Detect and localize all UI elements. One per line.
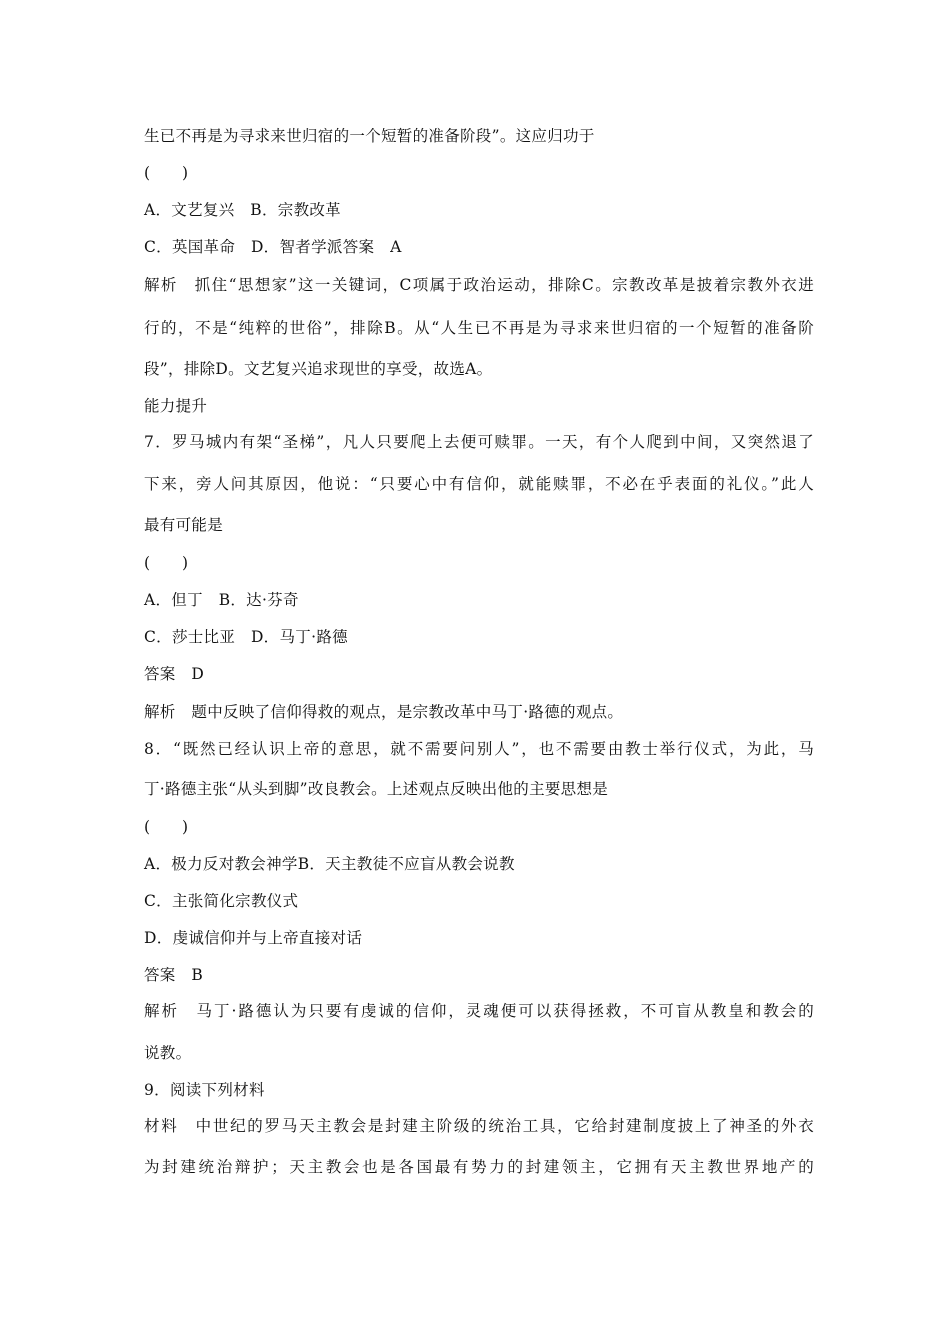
material-line: 为封建统治辩护；天主教会也是各国最有势力的封建领主，它拥有天主教世界地产的 bbox=[144, 1158, 814, 1176]
question-line: 最有可能是 bbox=[144, 516, 224, 534]
analysis-line: 说教。 bbox=[144, 1044, 192, 1062]
analysis-line: 解析 马丁·路德认为只要有虔诚的信仰，灵魂便可以获得拯救，不可盲从教皇和教会的 bbox=[144, 1002, 814, 1020]
text-line: 生已不再是为寻求来世归宿的一个短暂的准备阶段”。这应归功于 bbox=[144, 127, 595, 145]
analysis-line: 解析 题中反映了信仰得救的观点，是宗教改革中马丁·路德的观点。 bbox=[144, 703, 624, 721]
analysis-line: 段”，排除D。文艺复兴追求现世的享受，故选A。 bbox=[144, 360, 493, 378]
answer-bracket: ( ) bbox=[144, 164, 189, 182]
section-heading: 能力提升 bbox=[144, 397, 208, 415]
option-line: A．极力反对教会神学B．天主教徒不应盲从教会说教 bbox=[144, 855, 515, 873]
question-line: 9．阅读下列材料 bbox=[144, 1081, 265, 1099]
option-line: A．但丁 B．达·芬奇 bbox=[144, 591, 299, 609]
question-line: 丁·路德主张“从头到脚”改良教会。上述观点反映出他的主要思想是 bbox=[144, 780, 609, 798]
material-line: 材料 中世纪的罗马天主教会是封建主阶级的统治工具，它给封建制度披上了神圣的外衣 bbox=[144, 1117, 814, 1135]
question-line: 8．“既然已经认识上帝的意思，就不需要问别人”，也不需要由教士举行仪式，为此，马 bbox=[144, 740, 814, 758]
option-line: C．主张简化宗教仪式 bbox=[144, 892, 299, 910]
answer-line: 答案 B bbox=[144, 966, 204, 984]
question-line: 下来，旁人问其原因，他说：“只要心中有信仰，就能赎罪，不必在乎表面的礼仪。”此人 bbox=[144, 475, 814, 493]
option-line: C．莎士比亚 D．马丁·路德 bbox=[144, 628, 348, 646]
option-line: C．英国革命 D．智者学派答案 A bbox=[144, 238, 402, 256]
option-line: D．虔诚信仰并与上帝直接对话 bbox=[144, 929, 363, 947]
answer-line: 答案 D bbox=[144, 665, 205, 683]
option-line: A．文艺复兴 B．宗教改革 bbox=[144, 201, 341, 219]
answer-bracket: ( ) bbox=[144, 818, 189, 836]
analysis-line: 行的，不是“纯粹的世俗”，排除B。从“人生已不再是为寻求来世归宿的一个短暂的准备阶 bbox=[144, 319, 814, 337]
analysis-line: 解析 抓住“思想家”这一关键词，C项属于政治运动，排除C。宗教改革是披着宗教外衣进 bbox=[144, 276, 814, 294]
question-line: 7．罗马城内有架“圣梯”，凡人只要爬上去便可赎罪。一天，有个人爬到中间，又突然退了 bbox=[144, 433, 814, 451]
answer-bracket: ( ) bbox=[144, 554, 189, 572]
